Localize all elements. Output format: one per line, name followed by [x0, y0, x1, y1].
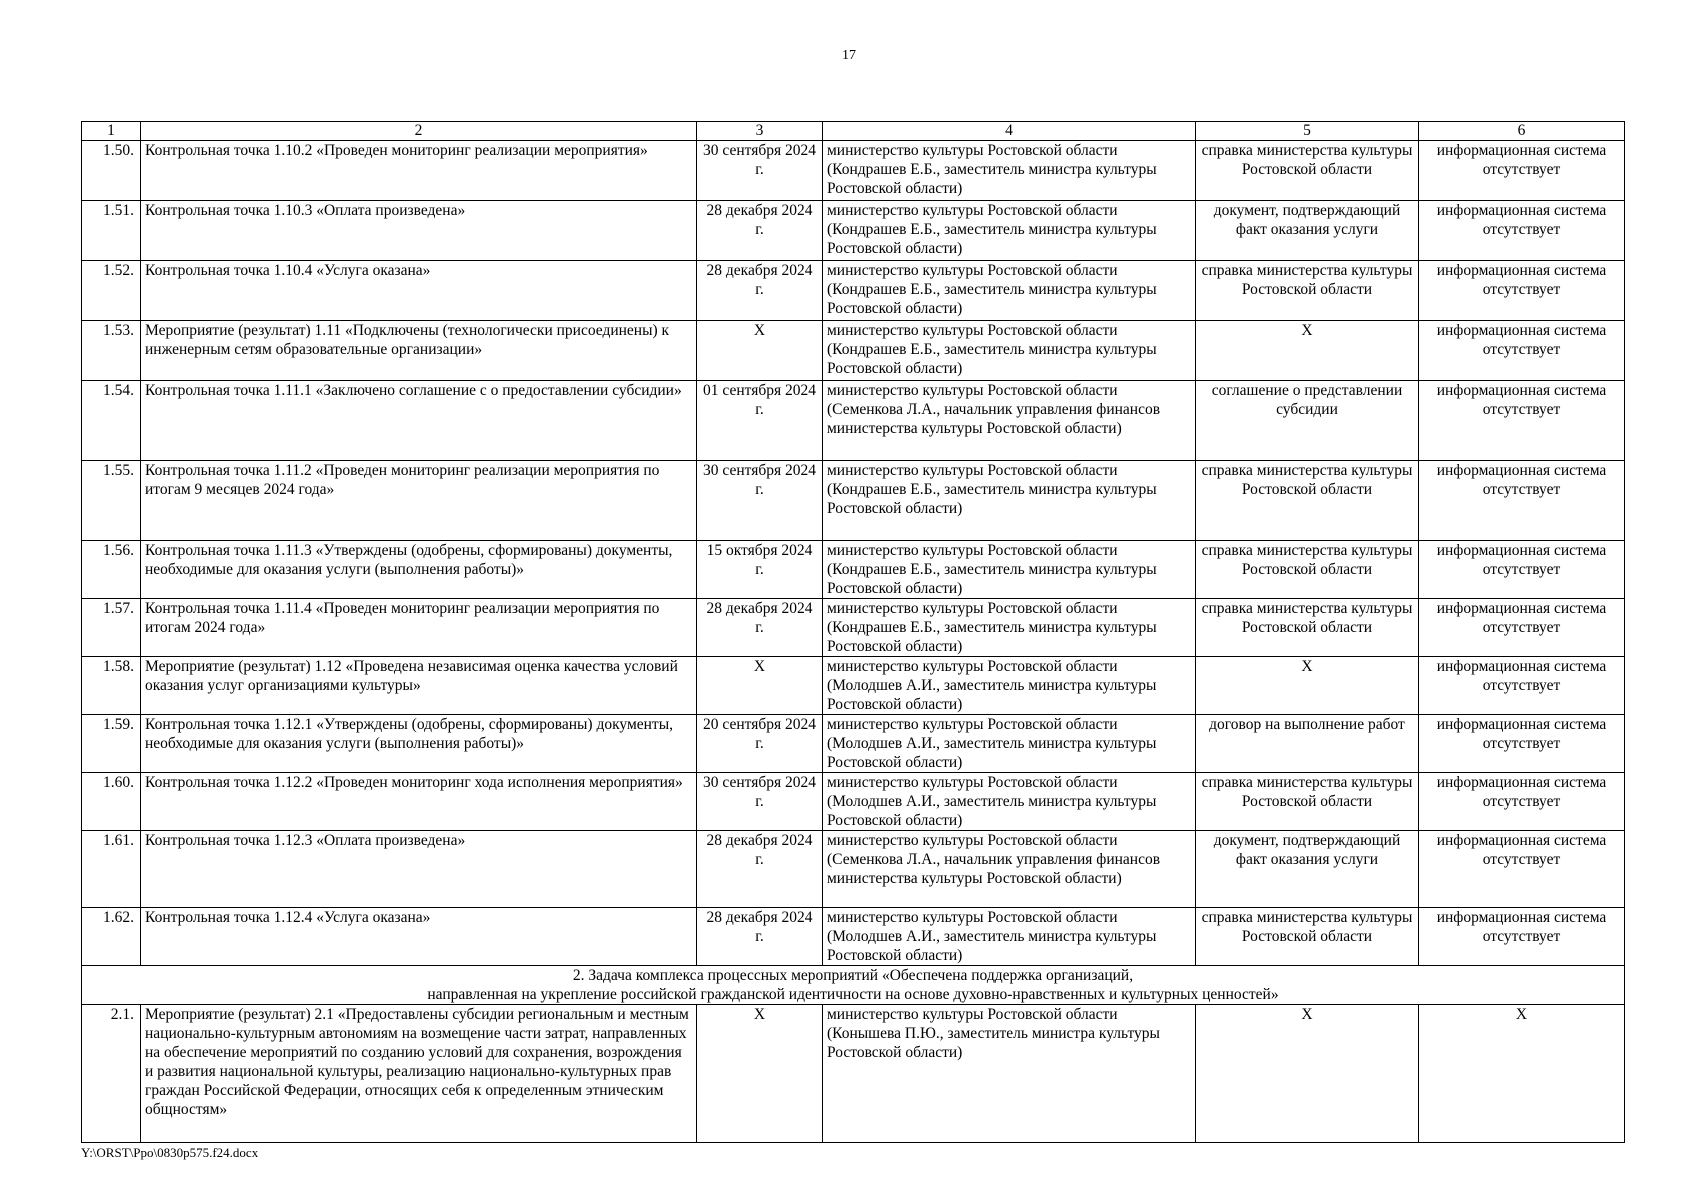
- table-row: [82, 831, 1625, 908]
- table-row: [82, 201, 1625, 261]
- row-name: Контрольная точка 1.10.4 «Услуга оказана»: [141, 261, 697, 321]
- table-row: [82, 657, 1625, 715]
- row-document: справка министерства культуры Ростовской области: [1196, 141, 1419, 201]
- row-system: информационная система отсутствует: [1419, 773, 1625, 831]
- row-date: 30 сентября 2024 г.: [697, 773, 823, 831]
- row-document: соглашение о представлении субсидии: [1196, 381, 1419, 461]
- row-name: Контрольная точка 1.11.2 «Проведен мониторинг реализации мероприятия по итогам 9 месяцев 2024 года»: [141, 461, 697, 541]
- section-title-line1: 2. Задача комплекса процессных мероприятий «Обеспечена поддержка организаций,: [572, 967, 1134, 984]
- page-number: 17: [842, 48, 856, 63]
- row-responsible: министерство культуры Ростовской области (Кондрашев Е.Б., заместитель министра культуры Ростовской области): [823, 461, 1196, 541]
- row-date: 30 сентября 2024 г.: [697, 461, 823, 541]
- row-document: справка министерства культуры Ростовской области: [1196, 261, 1419, 321]
- row-responsible: министерство культуры Ростовской области (Семенкова Л.А., начальник управления финансов министерства культуры Ростовской области): [823, 381, 1196, 461]
- row-document: справка министерства культуры Ростовской области: [1196, 461, 1419, 541]
- row-name: Контрольная точка 1.12.3 «Оплата произведена»: [141, 831, 697, 908]
- table-row: [82, 773, 1625, 831]
- row-number: 1.62.: [82, 908, 141, 966]
- row-system: информационная система отсутствует: [1419, 141, 1625, 201]
- row-name: Мероприятие (результат) 1.12 «Проведена независимая оценка качества условий оказания услуг организациями культуры»: [141, 657, 697, 715]
- header-cell: 6: [1419, 122, 1625, 141]
- row-responsible: министерство культуры Ростовской области (Кондрашев Е.Б., заместитель министра культуры Ростовской области): [823, 261, 1196, 321]
- section-title: [82, 966, 1625, 1005]
- row-responsible: министерство культуры Ростовской области (Молодшев А.И., заместитель министра культуры Ростовской области): [823, 715, 1196, 773]
- row-name: Контрольная точка 1.12.2 «Проведен мониторинг хода исполнения мероприятия»: [141, 773, 697, 831]
- row-date: 30 сентября 2024 г.: [697, 141, 823, 201]
- row-date: 28 декабря 2024 г.: [697, 831, 823, 908]
- row-responsible: министерство культуры Ростовской области (Кондрашев Е.Б., заместитель министра культуры Ростовской области): [823, 201, 1196, 261]
- row-document: справка министерства культуры Ростовской области: [1196, 773, 1419, 831]
- table-row: [82, 1005, 1625, 1143]
- row-date: 28 декабря 2024 г.: [697, 908, 823, 966]
- row-number: 1.61.: [82, 831, 141, 908]
- row-name: Контрольная точка 1.12.4 «Услуга оказана»: [141, 908, 697, 966]
- row-system: информационная система отсутствует: [1419, 541, 1625, 599]
- row-document: справка министерства культуры Ростовской области: [1196, 599, 1419, 657]
- row-number: 1.52.: [82, 261, 141, 321]
- row-document: X: [1196, 321, 1419, 381]
- table-row: [82, 541, 1625, 599]
- table-row: [82, 381, 1625, 461]
- row-responsible: министерство культуры Ростовской области (Молодшев А.И., заместитель министра культуры Ростовской области): [823, 773, 1196, 831]
- row-number: 1.59.: [82, 715, 141, 773]
- row-number: 1.55.: [82, 461, 141, 541]
- row-number: 2.1.: [82, 1005, 141, 1143]
- row-date: X: [697, 321, 823, 381]
- row-name: Контрольная точка 1.11.3 «Утверждены (одобрены, сформированы) документы, необходимые для оказания услуги (выполнения работы)»: [141, 541, 697, 599]
- row-date: X: [697, 1005, 823, 1143]
- row-system: информационная система отсутствует: [1419, 599, 1625, 657]
- row-number: 1.53.: [82, 321, 141, 381]
- table-row: [82, 599, 1625, 657]
- header-cell: 1: [82, 122, 141, 141]
- table-row: [82, 261, 1625, 321]
- row-system: информационная система отсутствует: [1419, 657, 1625, 715]
- row-date: 28 декабря 2024 г.: [697, 599, 823, 657]
- row-number: 1.54.: [82, 381, 141, 461]
- row-name: Контрольная точка 1.10.2 «Проведен мониторинг реализации мероприятия»: [141, 141, 697, 201]
- row-name: Контрольная точка 1.12.1 «Утверждены (одобрены, сформированы) документы, необходимые для оказания услуги (выполнения работы)»: [141, 715, 697, 773]
- footer-file-path: Y:\ORST\Ppo\0830p575.f24.docx: [81, 1145, 259, 1160]
- row-name: Мероприятие (результат) 2.1 «Предоставлены субсидии региональным и местным национально-культурным автономиям на возмещение части затрат, направленных на обеспечение мероприятий по созданию условий для сохранения, возрождения и развития национальной культуры, реализацию национально-культурных прав граждан Российской Федерации, относящих себя к определенным этническим общностям»: [141, 1005, 697, 1143]
- section-title-line2: направленная на укрепление российской гражданской идентичности на основе духовно-нравственных и культурных ценностей»: [427, 986, 1279, 1003]
- row-system: информационная система отсутствует: [1419, 715, 1625, 773]
- row-document: документ, подтверждающий факт оказания услуги: [1196, 831, 1419, 908]
- row-responsible: министерство культуры Ростовской области (Кондрашев Е.Б., заместитель министра культуры Ростовской области): [823, 321, 1196, 381]
- row-number: 1.57.: [82, 599, 141, 657]
- header-cell: 3: [697, 122, 823, 141]
- row-responsible: министерство культуры Ростовской области (Кондрашев Е.Б., заместитель министра культуры Ростовской области): [823, 541, 1196, 599]
- row-system: информационная система отсутствует: [1419, 461, 1625, 541]
- table-row: [82, 141, 1625, 201]
- row-name: Контрольная точка 1.10.3 «Оплата произведена»: [141, 201, 697, 261]
- row-number: 1.58.: [82, 657, 141, 715]
- row-responsible: министерство культуры Ростовской области (Молодшев А.И., заместитель министра культуры Ростовской области): [823, 908, 1196, 966]
- row-responsible: министерство культуры Ростовской области (Семенкова Л.А., начальник управления финансов министерства культуры Ростовской области): [823, 831, 1196, 908]
- events-table: [81, 121, 1625, 1143]
- row-date: 01 сентября 2024 г.: [697, 381, 823, 461]
- row-document: документ, подтверждающий факт оказания услуги: [1196, 201, 1419, 261]
- row-date: 20 сентября 2024 г.: [697, 715, 823, 773]
- header-cell: 4: [823, 122, 1196, 141]
- row-document: X: [1196, 1005, 1419, 1143]
- row-responsible: министерство культуры Ростовской области (Кондрашев Е.Б., заместитель министра культуры Ростовской области): [823, 141, 1196, 201]
- row-system: информационная система отсутствует: [1419, 381, 1625, 461]
- row-number: 1.60.: [82, 773, 141, 831]
- row-system: информационная система отсутствует: [1419, 908, 1625, 966]
- row-system: информационная система отсутствует: [1419, 321, 1625, 381]
- section-row: [82, 966, 1625, 1005]
- table-row: [82, 715, 1625, 773]
- row-document: справка министерства культуры Ростовской области: [1196, 541, 1419, 599]
- row-number: 1.51.: [82, 201, 141, 261]
- row-name: Контрольная точка 1.11.1 «Заключено соглашение с о предоставлении субсидии»: [141, 381, 697, 461]
- row-responsible: министерство культуры Ростовской области (Молодшев А.И., заместитель министра культуры Ростовской области): [823, 657, 1196, 715]
- row-date: 15 октября 2024 г.: [697, 541, 823, 599]
- row-document: X: [1196, 657, 1419, 715]
- row-name: Контрольная точка 1.11.4 «Проведен мониторинг реализации мероприятия по итогам 2024 года»: [141, 599, 697, 657]
- row-responsible: министерство культуры Ростовской области (Конышева П.Ю., заместитель министра культуры Ростовской области): [823, 1005, 1196, 1143]
- header-row: [82, 122, 1625, 141]
- row-name: Мероприятие (результат) 1.11 «Подключены (технологически присоединены) к инженерным сетям образовательные организации»: [141, 321, 697, 381]
- header-cell: 2: [141, 122, 697, 141]
- table-row: [82, 321, 1625, 381]
- row-system: X: [1419, 1005, 1625, 1143]
- row-document: справка министерства культуры Ростовской области: [1196, 908, 1419, 966]
- row-date: X: [697, 657, 823, 715]
- row-number: 1.56.: [82, 541, 141, 599]
- row-number: 1.50.: [82, 141, 141, 201]
- table-row: [82, 908, 1625, 966]
- row-system: информационная система отсутствует: [1419, 831, 1625, 908]
- table-row: [82, 461, 1625, 541]
- row-document: договор на выполнение работ: [1196, 715, 1419, 773]
- row-date: 28 декабря 2024 г.: [697, 201, 823, 261]
- row-system: информационная система отсутствует: [1419, 201, 1625, 261]
- row-responsible: министерство культуры Ростовской области (Кондрашев Е.Б., заместитель министра культуры Ростовской области): [823, 599, 1196, 657]
- row-system: информационная система отсутствует: [1419, 261, 1625, 321]
- row-date: 28 декабря 2024 г.: [697, 261, 823, 321]
- header-cell: 5: [1196, 122, 1419, 141]
